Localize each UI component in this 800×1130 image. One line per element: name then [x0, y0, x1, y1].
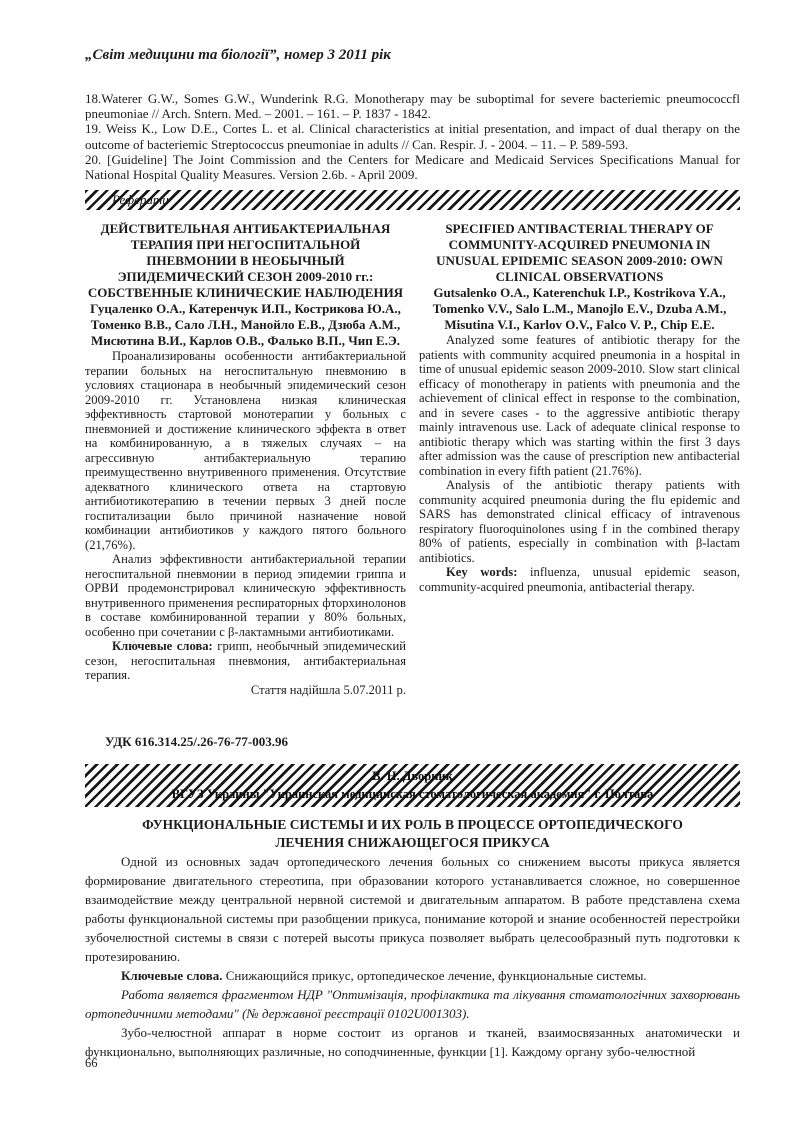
abstract-paragraph: Analysis of the antibiotic therapy patients with community acquired pneumonia during the flu epidemic and SARS has demonstrated clinical efficacy of intravenous respiratory fluoroquinolones using f in the combined therapy 80% of patients, especially in combination with β-lactam antibiotics.: [419, 478, 740, 565]
reference-item: 18.Waterer G.W., Somes G.W., Wunderink R.G. Monotherapy may be suboptimal for severe bacteriemic pneumococcfl pneumoniae // Arch. Sntern. Med. – 2001. – 161. – P. 1837 - 1842.: [85, 91, 740, 122]
keywords-line-article: [85, 966, 740, 985]
reference-item: 19. Weiss K., Low D.E., Cortes L. et al. Clinical characteristics at initial presentation, and impact of dual therapy on the outcome of bacteriemic Streptococcus pneumoniae in adults // Can. Respir. J. - 2004. – 11. – P. 589-593.: [85, 121, 740, 152]
banner-author: В. Н. Дворник: [372, 769, 453, 784]
article-body-paragraph: Зубо-челюстной аппарат в норме состоит из органов и тканей, взаимосвязанных анатомически и функционально, выполняющих различные, но соподчиненные, функции [1]. Каждому органу зубо-челюстной: [85, 1024, 740, 1059]
abstract-title-en: SPECIFIED ANTIBACTERIAL THERAPY OF COMMUNITY-ACQUIRED PNEUMONIA IN UNUSUAL EPIDEMIC SEASON 2009-2010: OWN CLINICAL OBSERVATIONS: [436, 221, 723, 285]
abstracts-columns: [85, 221, 740, 698]
abstract-authors-en: Gutsalenko O.A., Katerenchuk I.P., Kostrikova Y.A., Tomenko V.V., Salo L.M., Manojlo E.V., Dzuba A.M., Misutina V.I., Karlov O.V., Falco V. P., Chip E.E.: [432, 285, 727, 333]
page-number: 66: [85, 1056, 98, 1070]
journal-header: „Світ медицини та біології”, номер 3 2011 рік: [85, 47, 391, 63]
received-date: Стаття надійшла 5.07.2011 р.: [250, 682, 406, 697]
article-title: ФУНКЦИОНАЛЬНЫЕ СИСТЕМЫ И ИХ РОЛЬ В ПРОЦЕССЕ ОРТОПЕДИЧЕСКОГО ЛЕЧЕНИЯ СНИЖАЮЩЕГОСЯ ПРИКУСА: [142, 816, 683, 850]
keywords-label: Ключевые слова.: [121, 967, 223, 983]
references-list: [85, 91, 740, 182]
abstracts-section-banner: [85, 190, 740, 210]
keywords-text: influenza, unusual epidemic season, community-acquired pneumonia, antibacterial therapy.: [419, 565, 740, 594]
keywords-text: грипп, необычный эпидемический сезон, негоспитальная пневмония, антибактериальная терапия.: [85, 639, 406, 683]
udc-code: УДК 616.314.25/.26-76-77-003.96: [105, 733, 288, 749]
keywords-label: Ключевые слова:: [112, 639, 213, 654]
keywords-text: Снижающийся прикус, ортопедическое лечение, функциональные системы.: [222, 967, 647, 983]
banner-affiliation: ВГУЗ Украины "Украинская медицинская стоматологическая академия" г. Полтава: [171, 787, 654, 802]
abstract-paragraph: Analyzed some features of antibiotic therapy for the patients with community acquired pneumonia in a hospital in time of unusual epidemic season 2009-2010. Slow start clinical efficacy of monotherapy in patients with pneumonia and the achievement of clinical effect in response to the combination, and in severe cases - to the aggressive antibiotic therapy mainly intravenous use. Lack of adequate clinical response to antibiotic therapy which was starting within the first 3 days after admission was the cause of prescription new antibacterial combination in every fifth patient (21.76%).: [419, 333, 740, 478]
keywords-label: Key words:: [446, 565, 518, 580]
ndr-note: Работа является фрагментом НДР "Оптимізація, профілактика та лікування стоматологічних захворювань ортопедичними методами" (№ державної реєстрації 0102U001303).: [85, 986, 740, 1021]
reference-item: 20. [Guideline] The Joint Commission and the Centers for Medicare and Medicaid Services Specifications Manual for National Hospital Quality Measures. Version 2.6b. - April 2009.: [85, 151, 740, 183]
article-author-banner: [85, 764, 740, 807]
keywords-line-ru: [85, 639, 406, 683]
article-abstract: Одной из основных задач ортопедического лечения больных со снижением высоты прикуса является формирование двигательного стереотипа, при образовании которого устанавливается сложное, но совершенное взаимодействие между центральной нервной системой и двигательным аппаратом. В работе представлена схема работы функциональной системы при разобщении прикуса, понимание которой и знание особенностей перестройки зубочелюстной системы в связи с потерей высоты прикуса позволяет выбрать целесообразный путь подготовки к протезированию.: [85, 853, 740, 964]
abstract-en-column: [419, 221, 740, 698]
abstract-paragraph: Анализ эффективности антибактериальной терапии негоспитальной пневмонии в период эпидемии гриппа и ОРВИ продемонстрировал клиническую эффективность внутривенного применения респираторных фторхинолонов в составе комбинированной терапии у 80% больных, особенно при сочетании с β-лактамными антибиотиками.: [85, 552, 406, 639]
abstract-ru-column: [85, 221, 406, 698]
abstract-title-ru: ДЕЙСТВИТЕЛЬНАЯ АНТИБАКТЕРИАЛЬНАЯ ТЕРАПИЯ ПРИ НЕГОСПИТАЛЬНОЙ ПНЕВМОНИИ В НЕОБЫЧНЫЙ ЭПИДЕМИЧЕСКИЙ СЕЗОН 2009-2010 гг.: СОБСТВЕННЫЕ КЛИНИЧЕСКИЕ НАБЛЮДЕНИЯ: [87, 221, 404, 301]
keywords-line-en: [419, 565, 740, 594]
second-article-section: [85, 734, 740, 1061]
abstracts-banner-label: Реферати: [112, 192, 169, 208]
abstract-paragraph: Проанализированы особенности антибактериальной терапии больных на негоспитальную пневмонию в условиях стационара в необычный эпидемический сезон 2009-2010 гг. Установлена низкая клиническая эффективность стартовой монотерапии у больных с пневмонией и достижение клинического эффекта в ответ на комбинированную, а в тяжелых случаях – на агрессивную антибактериальную терапию преимущественно внутривенного применения. Отсутствие адекватного клинического ответа на стартовую антибиотикотерапию в течении первых 3 дней после госпитализации было причиной назначение новой комбинации антибиотиков у каждого пятого больного (21,76%).: [85, 349, 406, 552]
abstract-authors-ru: Гуцаленко О.А., Катеренчук И.П., Кострикова Ю.А., Томенко В.В., Сало Л.Н., Манойло Е.В., Дзюба А.М., Мисютина В.И., Карлов О.В., Фалько В.П., Чип Е.Э.: [90, 301, 401, 349]
